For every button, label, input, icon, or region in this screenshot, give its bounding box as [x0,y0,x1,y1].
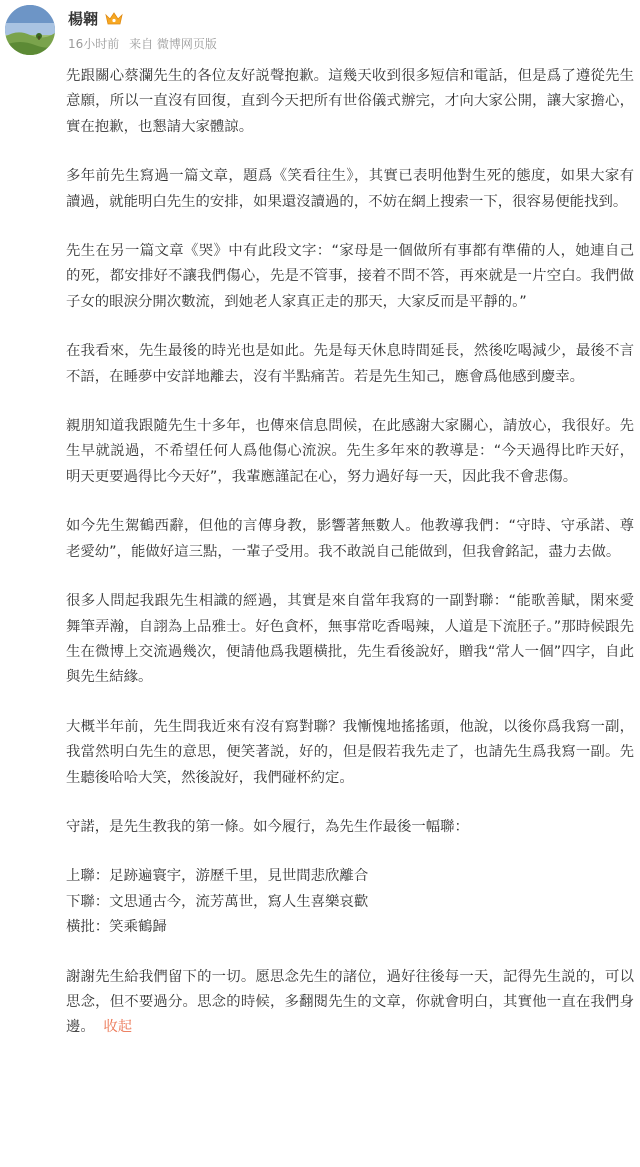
couplet-lower: 下聯：文思通古今，流芳萬世，寫人生喜樂哀歡 [66,893,369,910]
post-time[interactable]: 16小时前 [68,37,120,51]
post-source: 来自 微博网页版 [129,37,217,51]
avatar-landscape-icon [5,5,55,55]
paragraph-5: 親朋知道我跟隨先生十多年，也傳來信息問候，在此感謝大家關心，請放心，我很好。先生早就説過，不希望任何人爲他傷心流淚。先生多年來的教導是：“今天過得比昨天好，明天更要過得比今天好”，我輩應謹記在心，努力過好每一天，因此我不會悲傷。 [66,418,634,485]
couplet-horizontal: 橫批：笑乘鶴歸 [66,919,167,936]
avatar[interactable] [5,5,55,55]
paragraph-8: 大概半年前，先生問我近來有沒有寫對聯？我慚愧地搖搖頭，他說，以後你爲我寫一副，我當然明白先生的意思，便笑著説，好的，但是假若我先走了，也請先生爲我寫一副。先生聽後哈哈大笑，然後說好，我們碰杯約定。 [66,718,634,786]
couplet [66,864,634,940]
post-content [66,64,634,1065]
paragraph-4: 在我看來，先生最後的時光也是如此。先是每天休息時間延長，然後吃喝減少，最後不言不語，在睡夢中安詳地離去，沒有半點痛苦。若是先生知己，應會爲他感到慶幸。 [66,343,634,385]
closing-text: 謝謝先生給我們留下的一切。愿思念先生的諸位，過好往後每一天，記得先生説的，可以思念，但不要過分。思念的時候，多翻閱先生的文章，你就會明白，其實他一直在我們身邊。 [66,968,634,1036]
paragraph-7: 很多人問起我跟先生相識的經過，其實是來自當年我寫的一副對聯：“能歌善賦，閑來愛舞筆弄瀚，自詡為上品雅士。好色貪杯，無事常吃香喝辣，人道是下流胚子。”那時候跟先生在微博上交流過幾次，便請他爲我題橫批，先生看後說好，贈我“常人一個”四字，自此與先生結緣。 [66,593,634,686]
post-meta [68,36,223,52]
paragraph-1: 先跟關心蔡瀾先生的各位友好説聲抱歉。這幾天收到很多短信和電話，但是爲了遵從先生意願，所以一直沒有回復，直到今天把所有世俗儀式辦完，才向大家公開，讓大家擔心，實在抱歉，也懇請大家體諒。 [66,68,634,135]
paragraph-9: 守諾，是先生教我的第一條。如今履行，為先生作最後一幅聯： [66,818,469,835]
paragraph-2: 多年前先生寫過一篇文章，題爲《笑看往生》，其實已表明他對生死的態度，如果大家有讀過，就能明白先生的安排，如果還沒讀過的，不妨在網上搜索一下，很容易便能找到。 [66,168,634,210]
paragraph-3: 先生在另一篇文章《哭》中有此段文字：“家母是一個做所有事都有準備的人，她連自己的死，都安排好不讓我們傷心，先是不管事，接着不問不答，再來就是一片空白。我們做子女的眼淚分開次數流，到她老人家真正走的那天，大家反而是平靜的。” [66,243,634,310]
paragraph-6: 如今先生駕鶴西辭，但他的言傳身教，影響著無數人。他教導我們：“守時、守承諾、尊老愛幼”，能做好這三點，一輩子受用。我不敢説自己能做到，但我會銘記，盡力去做。 [66,518,634,560]
closing-paragraph [66,965,634,1041]
couplet-upper: 上聯：足跡遍寰宇，游歷千里，見世間悲欣離合 [66,868,369,885]
author-name[interactable]: 楊翱 [68,10,99,28]
collapse-link[interactable]: 收起 [103,1019,133,1036]
post-header [0,0,640,64]
vip-badge-icon [104,10,124,27]
